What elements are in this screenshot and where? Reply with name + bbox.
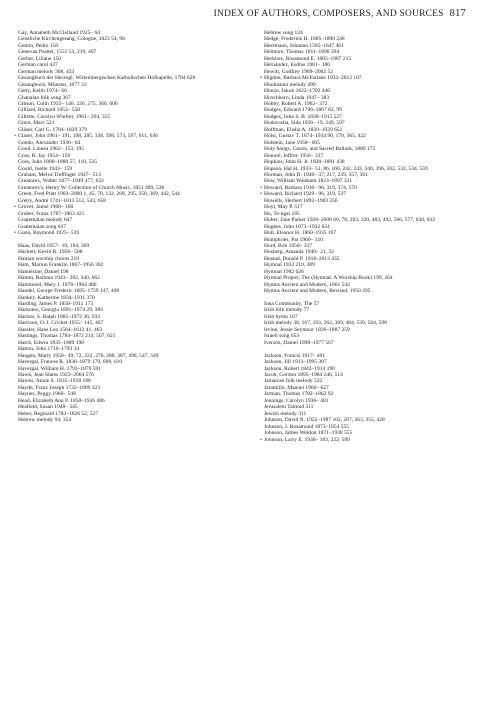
index-entry-text: Honoré, Jeffrey 1956– 337	[264, 152, 324, 159]
index-entry-text: Hopkins, John H. Jr. 1820–1891 438	[264, 159, 345, 166]
index-entry-text: Gillette, Carolyn Winfrey 1961– 204, 355	[18, 113, 111, 120]
index-entry-text: Hoyt, May P. 517	[264, 204, 303, 211]
index-entry-text: Guatemalan song 647	[18, 223, 66, 230]
index-entry-text: Jarman, Thomas 1782–1862 92	[264, 391, 334, 398]
index-entry-text: Haydn, Franz Joseph 1732–1809 323	[18, 384, 101, 391]
index-entry	[14, 230, 214, 237]
index-entry-text: Hirschhorn, Linda 1947– 383	[264, 94, 330, 101]
index-entry-text: Jennings, Carolyn 1936– 481	[264, 397, 329, 404]
page-number: 817	[449, 8, 466, 19]
index-entry-text: Husberg, Amanda 1940– 21, 32	[264, 249, 334, 256]
index-entry-text: Hindustani melody 499	[264, 81, 316, 88]
index-entry-text: Howard, Barbara 1930– 96, 319, 374, 570	[264, 184, 357, 191]
index-entry-text: Goss, John 1800–1880 57, 110, 535	[18, 159, 97, 166]
index-entry-text: Gunn, Raymond 1925– 539	[18, 230, 80, 237]
index-entry-text: Havergal, Frances R. 1836–1879 179, 608, 610	[18, 359, 123, 366]
index-entry-text: Heber, Reginald 1783–1826 52, 527	[18, 410, 98, 417]
index-entry-text: Huber, Jane Parker 1926–2008 60, 78, 283, 320, 483, 492, 566, 577, 630, 632	[264, 217, 436, 224]
index-entry-text: Genevan Psalter, 1551 53, 219, 407	[18, 49, 97, 56]
index-entry-text: Getty, Keith 1974– 66	[18, 88, 67, 95]
index-column-left	[14, 30, 214, 424]
index-entry-text: Hastings, Thomas 1784–1872 214, 507, 621	[18, 333, 116, 340]
index-entry-text: Hernández, Esdras 1981– 180	[264, 62, 330, 69]
index-entry-text: Hobby, Robert A. 1962– 372	[264, 100, 328, 107]
index-entry-text: Jaramillo, Manuel 1966– 627	[264, 384, 329, 391]
index-entry-text: Hebrew melody 94, 354	[18, 417, 72, 424]
index-entry-text: Ghanaian folk song 367	[18, 94, 71, 101]
index-entry-text: Horman, John D. 1946– 37, 217, 239, 357, 361	[264, 171, 368, 178]
index-entry-text: Hoffman, Elisha A. 1839–1929 651	[264, 126, 343, 133]
index-entry-text: Hatch, Edwin 1835–1889 190	[18, 339, 84, 346]
index-entry-text: Gibson, Colin 1933– 140, 226, 275, 360, 606	[18, 100, 118, 107]
index-entry-text: Heafield, Susan 1948– 345	[18, 404, 78, 411]
index-entry-text: Helmore, Thomas 1811–1890 394	[264, 49, 340, 56]
index-entry-text: Jackson, Jill 1913–1995 307	[264, 359, 327, 366]
index-entry-text: Graham, Melva Treffinger 1947– 513	[18, 171, 101, 178]
index-entry-text: Haynes, Peggy 1960– 548	[18, 391, 76, 398]
index-entry-text: Israeli song 653	[264, 333, 300, 340]
index-entry-text: Hurd, Bob 1950– 337	[264, 242, 312, 249]
index-entry-text: Jerusalem Talmud 311	[264, 404, 314, 411]
index-entry-text: Hatton, John 1710–1793 34	[18, 346, 80, 353]
index-entry-text: Gesangbuch der Herzogl. Wirtembergischen Katholischen Hofkapelle, 1784 628	[18, 75, 196, 82]
index-entry-text: Haas, David 1957– 10, 164, 369	[18, 242, 90, 249]
index-entry-text: Hymns Ancient and Modern, Revised, 1950 295	[264, 288, 371, 295]
index-entry-text: Gläser, Carl G. 1784–1829 379	[18, 126, 87, 133]
index-entry-text: Handel, George Frederic 1685–1759 147, 408	[18, 288, 120, 295]
index-entry-text: Hamelsine, Daniel 198	[18, 268, 69, 275]
running-header	[0, 8, 466, 19]
index-entry-text: Higdon, Barbara McFarlane 1932–2012 107	[264, 75, 362, 82]
header-title: INDEX OF AUTHORS, COMPOSERS, AND SOURCES	[213, 9, 444, 19]
index-entry-text: Greatorex's, Henry W. Collection of Church Music, 1851 489, 536	[18, 184, 165, 191]
index-entry-text: Havergal, William H. 1793–1870 591	[18, 365, 101, 372]
index-entry-text: Glaser, John 1961– 191, 198, 285, 338, 398, 573, 597, 611, 636	[18, 133, 158, 140]
index-entry-text: Hymnal Project, The (Hymnal: A Worship Book) 199, 264	[264, 275, 393, 282]
index-entry-text: Haugen, Marty 1950– 49, 72, 222, 276, 288, 387, 496, 547, 549	[18, 352, 159, 359]
new-entry-bullet: •	[14, 204, 16, 211]
index-entry-text: Hawk, Jean Slates 1923–2004 576	[18, 372, 94, 378]
index-entry	[260, 436, 464, 443]
index-entry-text: Greatorex, Walter 1877–1949 477, 632	[18, 178, 104, 185]
index-entry-text: Hackett, Kevin R. 1956– 508	[18, 249, 83, 256]
index-entry-text: German carol 437	[18, 62, 58, 69]
index-entry-text: Green, Fred Pratt 1903–2000 1, 45, 70, 132, 268, 295, 358, 369, 442, 544	[18, 191, 180, 198]
new-entry-bullet: •	[260, 436, 262, 443]
index-entry-text: Iona Community, The 57	[264, 301, 320, 308]
index-entry-text: Hopson, Hal H. 1933– 51, 86, 166, 242, 243, 340, 396, 502, 532, 534, 559	[264, 165, 428, 172]
index-entry-text: Hymnal 1982 626	[264, 268, 304, 275]
index-entry-text: Hebrew song 124	[264, 30, 303, 36]
index-entry-text: Irish melody 38, 167, 193, 262, 309, 404, 539, 564, 598	[264, 320, 387, 327]
index-entry-text: Hintze, Jakob 1622–1702 446	[264, 88, 330, 95]
index-entry-text: Gesangbuch, Münster, 1677 33	[18, 81, 87, 88]
index-entry-text: Holy Songs, Carols, and Sacred Ballads, 1880 175	[264, 146, 376, 153]
index-entry-text: Hassler, Hans Leo 1564–1612 41, 463	[18, 326, 103, 333]
index-entry-text: Hustad, Donald P. 1918–2013 435	[264, 255, 340, 262]
index-entry-text: Holst, Gustav T. 1874–1934 90, 170, 365, 422	[264, 133, 366, 140]
index-entry-text: Hewitt, Godfrey 1909–2002 52	[264, 68, 334, 75]
index-entry-text: Irvine, Jessie Seymour 1836–1887 259	[264, 326, 350, 333]
index-entry-text: Hankey, Katherine 1834–1911 370	[18, 294, 95, 301]
index-entry-text: Irish hymn 167	[264, 313, 298, 320]
index-entry-text: Hodges, John S. B. 1830–1915 527	[264, 113, 342, 120]
index-entry-text: Grovet, Janné 1968– 160	[18, 204, 74, 211]
index-entry-text: Hu, Te-ngai 185	[264, 210, 300, 217]
index-entry-text: Irish folk melody 77	[264, 307, 310, 314]
new-entry-bullet: •	[14, 230, 16, 237]
index-entry-text: Hammond, Mary J. 1878–1964 486	[18, 281, 97, 288]
index-entry-text: Jewish melody 311	[264, 410, 307, 417]
index-entry	[264, 288, 464, 294]
index-entry-text: Johnson, David N. 1922–1987 102, 207, 263, 355, 428	[264, 417, 385, 424]
index-entry	[18, 417, 214, 423]
index-entry-text: Hamm, Barbara 1943– 282, 340, 662	[18, 275, 100, 282]
index-entry-text: Howells, Herbert 1892–1983 356	[264, 197, 338, 204]
index-entry-text: Howard, Richard 1929– 96, 319, 537	[264, 191, 346, 198]
index-entry-text: Hughes, John 1873–1932 624	[264, 223, 330, 230]
index-entry-text: Guatemalan melody 647	[18, 217, 73, 224]
index-entry-text: Jacob, Gordon 1895–1984 246, 514	[264, 371, 343, 378]
index-entry-text: Johnson, James Weldon 1871–1938 555	[264, 430, 353, 437]
index-entry-text: How, William Walsham 1823–1897 331	[264, 178, 353, 185]
index-entry-text: Hymnal 1933 210, 389	[264, 262, 315, 269]
index-entry-text: Gilliard, Richard 1953– 550	[18, 107, 81, 114]
index-entry-text: Goss, R. Jay 1954– 150	[18, 152, 71, 159]
index-entry-text: Ham, Marion Franklin 1867–1956 362	[18, 262, 104, 269]
index-entry-text: Gerber, Liliane 150	[18, 55, 61, 62]
new-entry-bullet: •	[260, 184, 262, 191]
index-entry-text: Grétry, André 1741–1813 512, 543, 658	[18, 197, 106, 204]
index-entry-text: Hymns Ancient and Modern, 1861 542	[264, 281, 350, 288]
index-entry-text: Herklots, Rosamond E. 1905–1987 215	[264, 55, 352, 62]
index-entry-text: Hawks, Annie S. 1835–1918 188	[18, 378, 91, 385]
index-entry-text: Geistliche Kirchengesang, Cologne, 1623 54, 98	[18, 36, 125, 43]
index-entry-text: Harrison, O. I. Cricket 1955– 145, 467	[18, 320, 104, 327]
index-entry-text: Haitian worship chorus 218	[18, 255, 79, 262]
index-entry-text: Hodorosba, Sida 1956– 19, 249, 597	[264, 120, 345, 127]
index-entry-text: Harlow, S. Ralph 1885–1972 36, 593	[18, 313, 100, 320]
new-entry-bullet: •	[260, 191, 262, 198]
index-entry-text: Head, Elizabeth Ann P. 1850–1936 486	[18, 397, 105, 404]
index-entry-text: Johnson, Larry E. 1936– 183, 222, 589	[264, 436, 350, 443]
index-entry-text: Holstein, Jane 1958– 605	[264, 139, 320, 146]
index-entry-text: Jackson, Robert 1842–1914 190	[264, 365, 335, 372]
index-entry-text: Heermann, Johannn 1585–1647 461	[264, 42, 344, 49]
index-entry-text: Ginot, Marc 521	[18, 120, 55, 127]
index-entry-text: Jackson, Francis 1917– 401	[264, 352, 326, 359]
index-entry-text: Gould, Joelle 1943– 159	[18, 165, 73, 172]
index-entry-text: Gondo, Alexander 1936– 84	[18, 139, 81, 146]
index-entry-text: Hedge, Frederick H. 1805–1890 248	[264, 36, 345, 43]
index-entry-text: Good, Linnea 1962– 153, 195	[18, 146, 84, 153]
index-entry-text: Harding, James P. 1850–1911 173	[18, 301, 93, 308]
index-entry-text: German melody 368, 433	[18, 68, 75, 75]
index-entry-text: Harkness, Georgia 1891–1974 29, 389	[18, 307, 103, 314]
index-entry-text: Hodges, Edward 1796–1867 62, 99	[264, 107, 342, 114]
index-entry-text: Jamaican folk melody 522	[264, 378, 323, 385]
index-entry-text: Gay, Annabeth McClelland 1925– 64	[18, 30, 100, 36]
index-entry-text: Johnson, J. Rosamond 1873–1954 555	[264, 423, 349, 430]
index-entry-text: Humphries, Pat 1960– 310	[264, 236, 323, 243]
index-entry	[264, 340, 464, 346]
index-column-right	[260, 30, 464, 443]
new-entry-bullet: •	[260, 75, 262, 82]
index-entry-text: Hull, Eleanor H. 1860–1935 167	[264, 230, 337, 237]
new-entry-bullet: •	[14, 133, 16, 140]
index-entry-text: Iverson, Daniel 1890–1977 567	[264, 339, 334, 346]
index-entry-text: Gemin, Pedro 150	[18, 42, 59, 49]
index-entry-text: Gruber, Franz 1787–1863 421	[18, 210, 85, 217]
